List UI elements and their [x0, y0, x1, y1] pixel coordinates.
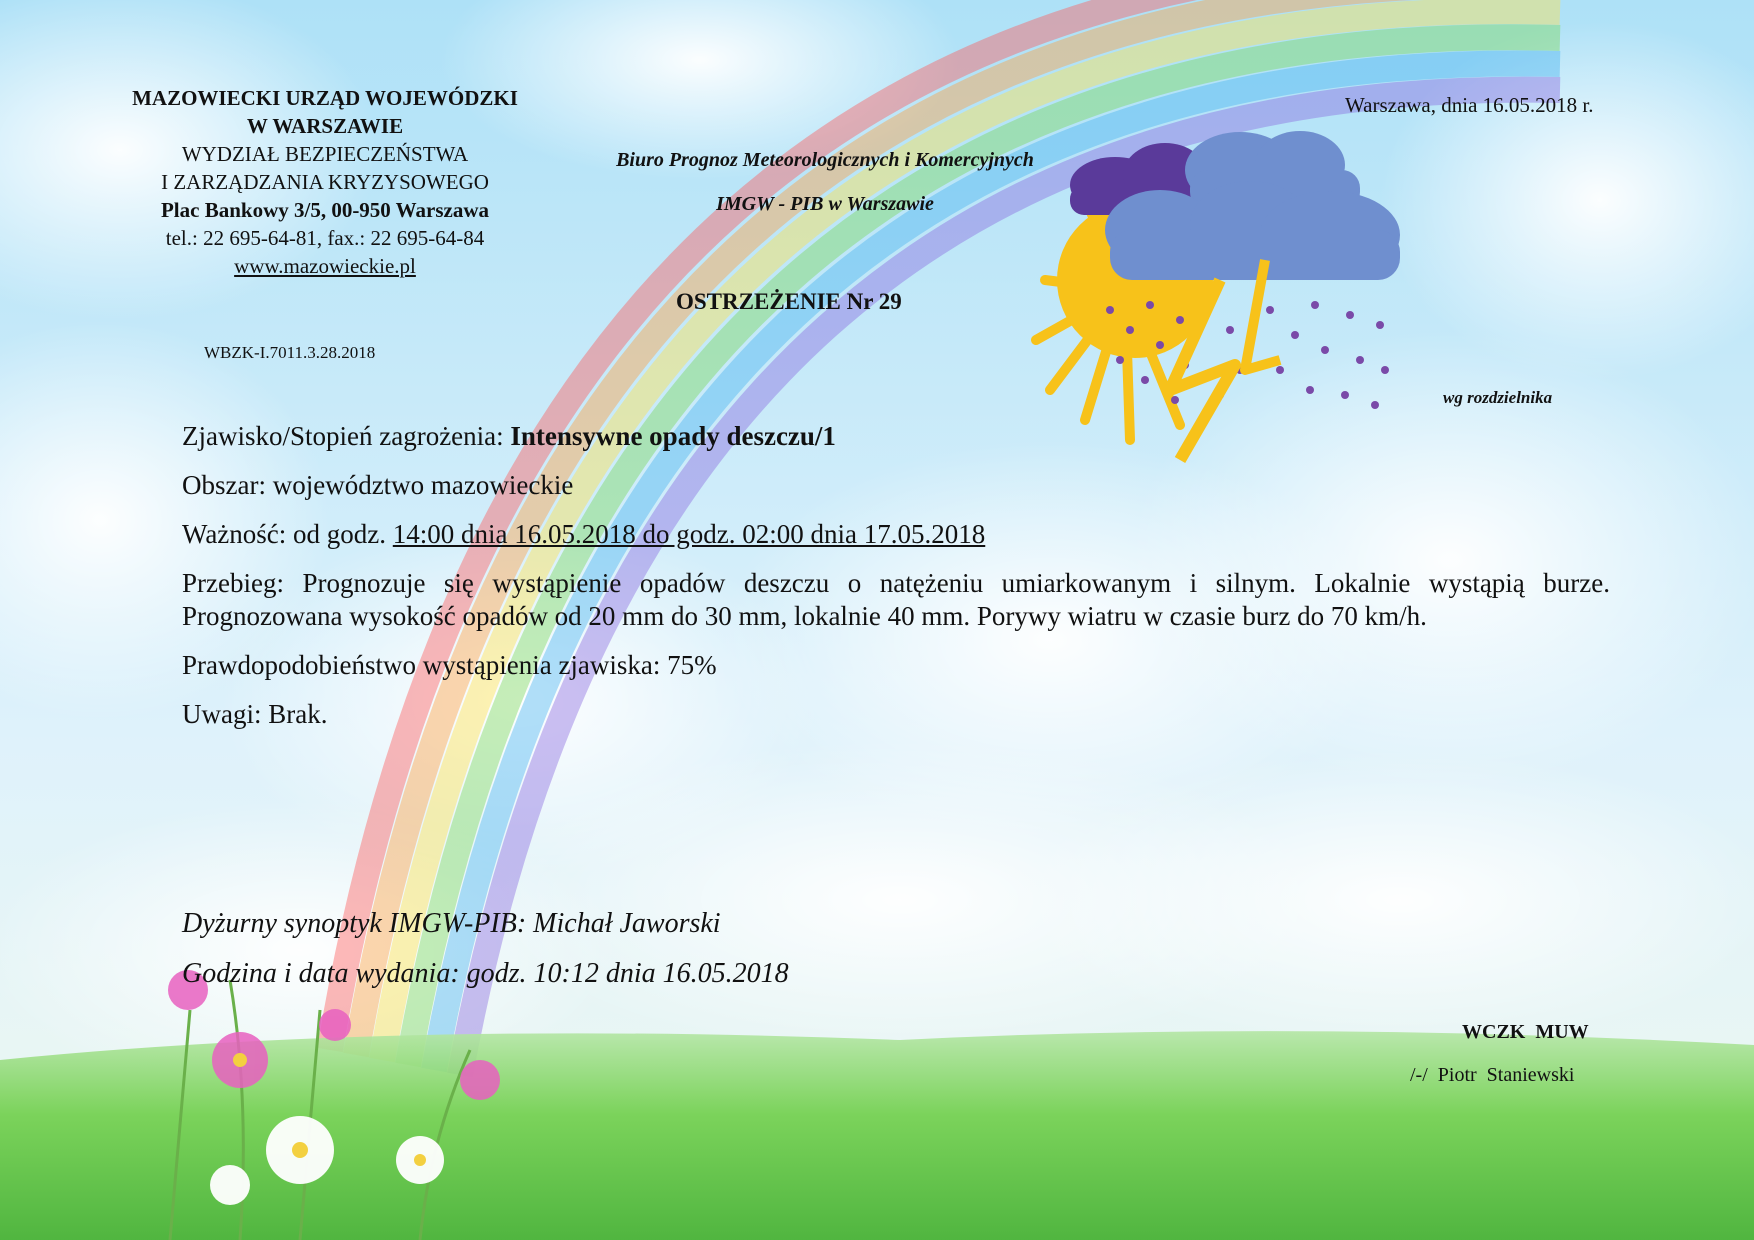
department-line1: WYDZIAŁ BEZPIECZEŃSTWA: [181, 142, 469, 166]
issuer-name-line2: W WARSZAWIE: [246, 114, 404, 138]
synoptic-signature: [182, 899, 789, 999]
duty-forecaster: Dyżurny synoptyk IMGW-PIB: Michał Jaworski: [182, 908, 721, 939]
validity-value: 14:00 dnia 16.05.2018 do godz. 02:00 dnia 17.05.2018: [392, 519, 986, 549]
probability-row: Prawdopodobieństwo wystąpienia zjawiska: 75%: [182, 650, 717, 680]
forecast-office: [560, 138, 1090, 226]
footer-signer: /-/ Piotr Staniewski: [1410, 1064, 1575, 1086]
course-row: Przebieg: Prognozuje się wystąpienie opadów deszczu o natężeniu umiarkowanym i silnym. Lokalnie wystąpią burze. Prognozowana wysokość opadów od 20 mm do 30 mm, lokalnie 40 mm. Porywy wiatru w czasie burz do 70 km/h.: [182, 568, 1610, 631]
issuer-phone: tel.: 22 695-64-81, fax.: 22 695-64-84: [165, 226, 485, 250]
place-date: Warszawa, dnia 16.05.2018 r.: [1345, 93, 1594, 117]
remarks-row: Uwagi: Brak.: [182, 699, 328, 729]
issuer-website-link[interactable]: www.mazowieckie.pl: [234, 254, 416, 278]
issuer-header: [80, 84, 570, 280]
phenomenon-label: Zjawisko/Stopień zagrożenia:: [182, 421, 511, 451]
reference-number: WBZK-I.7011.3.28.2018: [204, 343, 376, 362]
distribution-note: wg rozdzielnika: [1443, 388, 1553, 407]
warning-title: OSTRZEŻENIE Nr 29: [676, 289, 902, 314]
weather-storm-icon: [1030, 130, 1530, 470]
phenomenon-row: [182, 420, 1610, 453]
forecast-office-line2: IMGW - PIB w Warszawie: [716, 193, 934, 215]
issuer-name-line1: MAZOWIECKI URZĄD WOJEWÓDZKI: [132, 86, 518, 110]
warning-body: [182, 420, 1610, 747]
area-row: Obszar: województwo mazowieckie: [182, 470, 574, 500]
validity-row: [182, 518, 1610, 551]
forecast-office-line1: Biuro Prognoz Meteorologicznych i Komercyjnych: [616, 149, 1034, 171]
validity-label: Ważność: od godz.: [182, 519, 393, 549]
issuer-address: Plac Bankowy 3/5, 00-950 Warszawa: [160, 198, 490, 222]
department-line2: I ZARZĄDZANIA KRYZYSOWEGO: [161, 170, 489, 194]
issue-time: Godzina i data wydania: godz. 10:12 dnia 16.05.2018: [182, 958, 789, 989]
footer-unit: WCZK MUW: [1462, 1021, 1589, 1043]
phenomenon-value: Intensywne opady deszczu/1: [510, 421, 836, 451]
